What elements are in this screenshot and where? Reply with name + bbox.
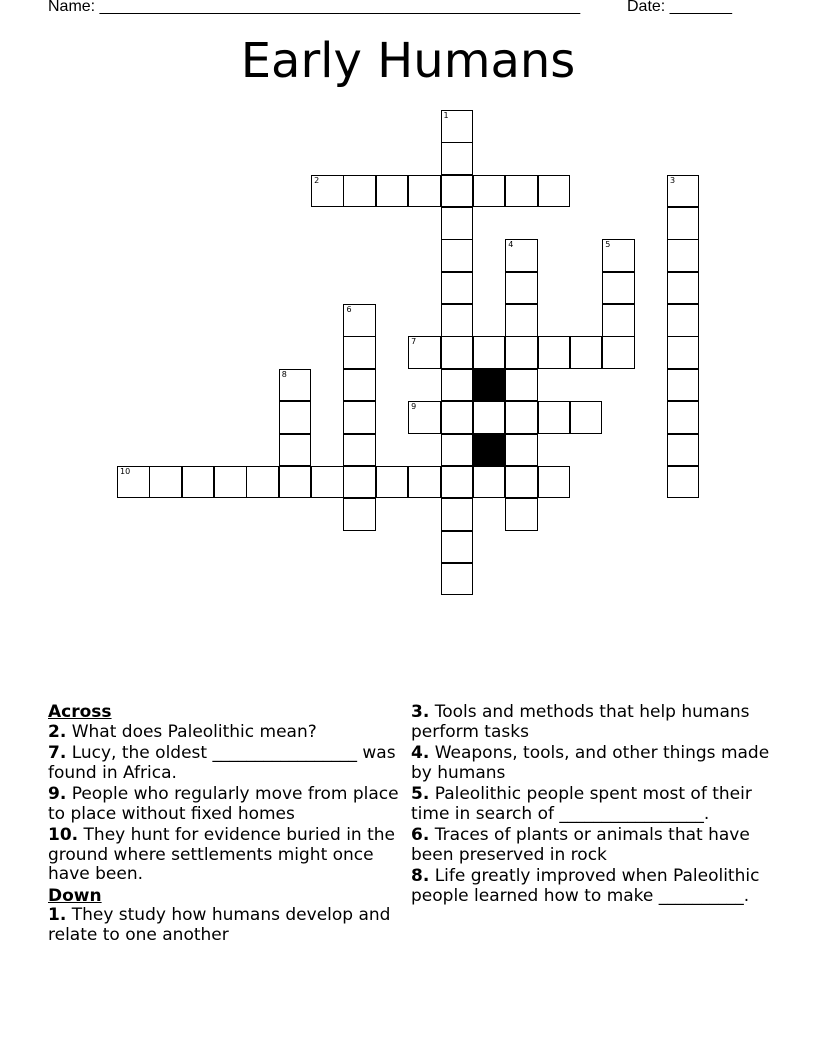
grid-cell[interactable]: [441, 498, 474, 531]
grid-cell[interactable]: [441, 304, 474, 337]
grid-cell[interactable]: [505, 304, 538, 337]
grid-cell[interactable]: [311, 466, 344, 499]
grid-cell[interactable]: [667, 175, 700, 208]
grid-cell[interactable]: [441, 239, 474, 272]
grid-cell[interactable]: [505, 369, 538, 402]
grid-cell[interactable]: [376, 175, 409, 208]
grid-cell[interactable]: [343, 369, 376, 402]
across-heading: Across: [48, 702, 112, 722]
grid-cell[interactable]: [182, 466, 215, 499]
clue-down-6: 6. Traces of plants or animals that have been preserved in rock: [411, 825, 750, 865]
grid-cell[interactable]: [441, 142, 474, 175]
grid-cell[interactable]: [473, 175, 506, 208]
grid-cell[interactable]: [602, 239, 635, 272]
grid-cell[interactable]: [473, 466, 506, 499]
grid-cell[interactable]: [570, 401, 603, 434]
grid-cell[interactable]: [441, 175, 474, 208]
grid-cell[interactable]: [343, 498, 376, 531]
grid-cell[interactable]: [602, 272, 635, 305]
clue-number: 2: [314, 175, 320, 185]
grid-cell[interactable]: [343, 175, 376, 208]
grid-cell[interactable]: [505, 272, 538, 305]
grid-cell[interactable]: [441, 110, 474, 143]
blocked-cell: [473, 434, 506, 467]
clue-down-1: 1. They study how humans develop and relate to one another: [48, 905, 391, 945]
clue-down-5: 5. Paleolithic people spent most of their time in search of _________________.: [411, 784, 752, 824]
clue-number: 5: [605, 240, 611, 250]
grid-cell[interactable]: [473, 336, 506, 369]
clue-across-10: 10. They hunt for evidence buried in the ground where settlements might once have been.: [48, 825, 395, 884]
grid-cell[interactable]: [279, 434, 312, 467]
grid-cell[interactable]: [279, 401, 312, 434]
clue-down-4: 4. Weapons, tools, and other things made by humans: [411, 743, 770, 783]
grid-cell[interactable]: [667, 239, 700, 272]
clue-number: 3: [669, 175, 676, 185]
grid-cell[interactable]: [214, 466, 247, 499]
grid-cell[interactable]: [343, 434, 376, 467]
grid-cell[interactable]: [117, 466, 150, 499]
down-heading: Down: [48, 885, 102, 906]
clue-number: 1: [443, 111, 449, 120]
grid-cell[interactable]: [667, 336, 700, 369]
blocked-cell: [473, 369, 506, 402]
grid-cell[interactable]: [505, 175, 538, 208]
grid-cell[interactable]: [570, 336, 603, 369]
grid-cell[interactable]: [441, 531, 474, 564]
grid-cell[interactable]: [149, 466, 182, 499]
grid-cell[interactable]: [667, 401, 700, 434]
grid-cell[interactable]: [343, 336, 376, 369]
grid-cell[interactable]: [473, 401, 506, 434]
grid-cell[interactable]: [376, 466, 409, 499]
grid-cell[interactable]: [408, 466, 441, 499]
grid-cell[interactable]: [441, 401, 474, 434]
name-field-label: Name: ______________________________________________________: [48, 0, 581, 15]
grid-cell[interactable]: [538, 175, 571, 208]
grid-cell[interactable]: [505, 401, 538, 434]
clue-number: 8: [281, 369, 287, 379]
grid-cell[interactable]: [311, 175, 344, 208]
grid-cell[interactable]: [505, 466, 538, 499]
clues-column-left: [48, 703, 400, 947]
grid-cell[interactable]: [538, 466, 571, 499]
grid-cell[interactable]: [441, 369, 474, 402]
clue-number: 10: [120, 466, 131, 476]
grid-cell[interactable]: [343, 466, 376, 499]
clue-across-7: 7. Lucy, the oldest _________________ was found in Africa.: [48, 743, 396, 783]
grid-cell[interactable]: [667, 207, 700, 240]
clues-column-right: [411, 703, 771, 908]
clue-number: 4: [508, 240, 514, 250]
grid-cell[interactable]: [505, 498, 538, 531]
grid-cell[interactable]: [505, 239, 538, 272]
grid-cell[interactable]: [441, 207, 474, 240]
clue-down-8: 8. Life greatly improved when Paleolithic people learned how to make __________.: [411, 866, 760, 906]
grid-cell[interactable]: [279, 369, 312, 402]
grid-cell[interactable]: [343, 401, 376, 434]
grid-cell[interactable]: [538, 401, 571, 434]
grid-cell[interactable]: [441, 434, 474, 467]
clue-number: 9: [411, 402, 417, 412]
grid-cell[interactable]: [667, 369, 700, 402]
grid-cell[interactable]: [343, 304, 376, 337]
grid-cell[interactable]: [505, 434, 538, 467]
grid-cell[interactable]: [602, 304, 635, 337]
grid-cell[interactable]: [667, 272, 700, 305]
clue-down-3: 3. Tools and methods that help humans perform tasks: [411, 702, 750, 742]
grid-cell[interactable]: [667, 304, 700, 337]
grid-cell[interactable]: [602, 336, 635, 369]
clue-number: 6: [346, 305, 352, 315]
grid-cell[interactable]: [441, 336, 474, 369]
grid-cell[interactable]: [667, 466, 700, 499]
grid-cell[interactable]: [441, 563, 474, 596]
grid-cell[interactable]: [441, 272, 474, 305]
grid-cell[interactable]: [667, 434, 700, 467]
grid-cell[interactable]: [246, 466, 279, 499]
grid-cell[interactable]: [408, 336, 441, 369]
grid-cell[interactable]: [408, 175, 441, 208]
page-title: Early Humans: [240, 33, 576, 89]
date-field-label: Date: _______: [627, 0, 732, 15]
grid-cell[interactable]: [408, 401, 441, 434]
clue-across-9: 9. People who regularly move from place to place without fixed homes: [48, 784, 399, 824]
clue-across-2: 2. What does Paleolithic mean?: [48, 721, 317, 742]
grid-cell[interactable]: [441, 466, 474, 499]
grid-cell[interactable]: [279, 466, 312, 499]
grid-cell[interactable]: [505, 336, 538, 369]
grid-cell[interactable]: [538, 336, 571, 369]
clue-number: 7: [411, 337, 417, 347]
